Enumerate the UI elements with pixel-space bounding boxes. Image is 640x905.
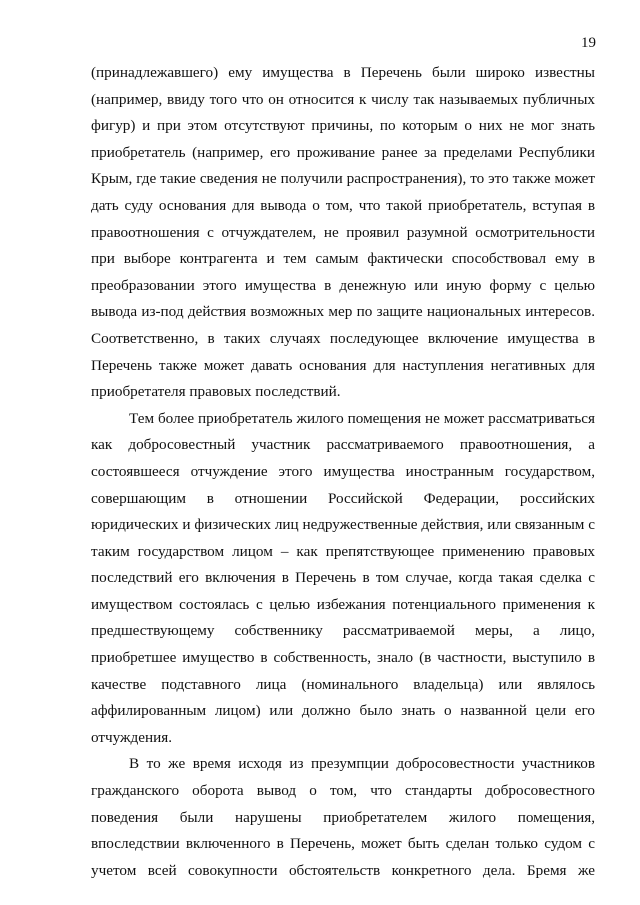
text-line: аффилированным лицом) или должно было знать о названной цели его — [91, 702, 595, 720]
text-line: последствий его включения в Перечень в том случае, когда такая сделка с — [91, 569, 595, 587]
body-text — [91, 60, 595, 884]
page-number: 19 — [581, 35, 596, 51]
text-line: (например, ввиду того что он относится к числу так называемых публичных — [91, 90, 595, 108]
text-line: гражданского оборота вывод о том, что стандарты добросовестного — [91, 782, 595, 800]
text-line: приобретателя правовых последствий. — [91, 383, 341, 401]
text-line: Соответственно, в таких случаях последующее включение имущества в — [91, 329, 595, 347]
text-line: совершающим в отношении Российской Федерации, российских — [91, 489, 595, 507]
text-line: дать суду основания для вывода о том, что такой приобретатель, вступая в — [91, 196, 595, 214]
text-line: Крым, где такие сведения не получили распространения), то это также может — [91, 170, 595, 188]
text-line: имуществом состоялась с целью избежания потенциального применения к — [91, 595, 595, 613]
text-line: таким государством лицом – как препятствующее применению правовых — [91, 542, 595, 560]
text-line: качестве подставного лица (номинального владельца) или являлось — [91, 675, 595, 693]
text-line: как добросовестный участник рассматриваемого правоотношения, а — [91, 436, 595, 454]
text-line: Тем более приобретатель жилого помещения не может рассматриваться — [129, 409, 595, 427]
text-line: юридических и физических лиц недружественные действия, или связанным с — [91, 516, 595, 534]
text-line: Перечень также может давать основания для наступления негативных для — [91, 356, 595, 374]
text-line: правоотношения с отчуждателем, не проявил разумной осмотрительности — [91, 223, 595, 241]
text-line: вывода из-под действия возможных мер по защите национальных интересов. — [91, 303, 595, 321]
text-line: впоследствии включенного в Перечень, может быть сделан только судом с — [91, 835, 595, 853]
text-line: преобразовании этого имущества в денежную или иную форму с целью — [91, 276, 595, 294]
text-line: предшествующему собственнику рассматриваемой меры, а лицо, — [91, 622, 595, 640]
text-line: поведения были нарушены приобретателем жилого помещения, — [91, 808, 595, 826]
text-line: приобретшее имущество в собственность, знало (в частности, выступило в — [91, 649, 595, 667]
text-line: В то же время исходя из презумпции добросовестности участников — [129, 755, 595, 773]
text-line: приобретатель (например, его проживание ранее за пределами Республики — [91, 143, 595, 161]
text-line: при выборе контрагента и тем самым фактически способствовал ему в — [91, 250, 595, 268]
text-line: учетом всей совокупности обстоятельств конкретного дела. Бремя же — [91, 861, 595, 879]
text-line: фигур) и при этом отсутствуют причины, по которым о них не мог знать — [91, 117, 595, 135]
text-line: состоявшееся отчуждение этого имущества иностранным государством, — [91, 462, 595, 480]
text-line: отчуждения. — [91, 728, 173, 746]
text-line: (принадлежавшего) ему имущества в Перечень были широко известны — [91, 64, 595, 81]
